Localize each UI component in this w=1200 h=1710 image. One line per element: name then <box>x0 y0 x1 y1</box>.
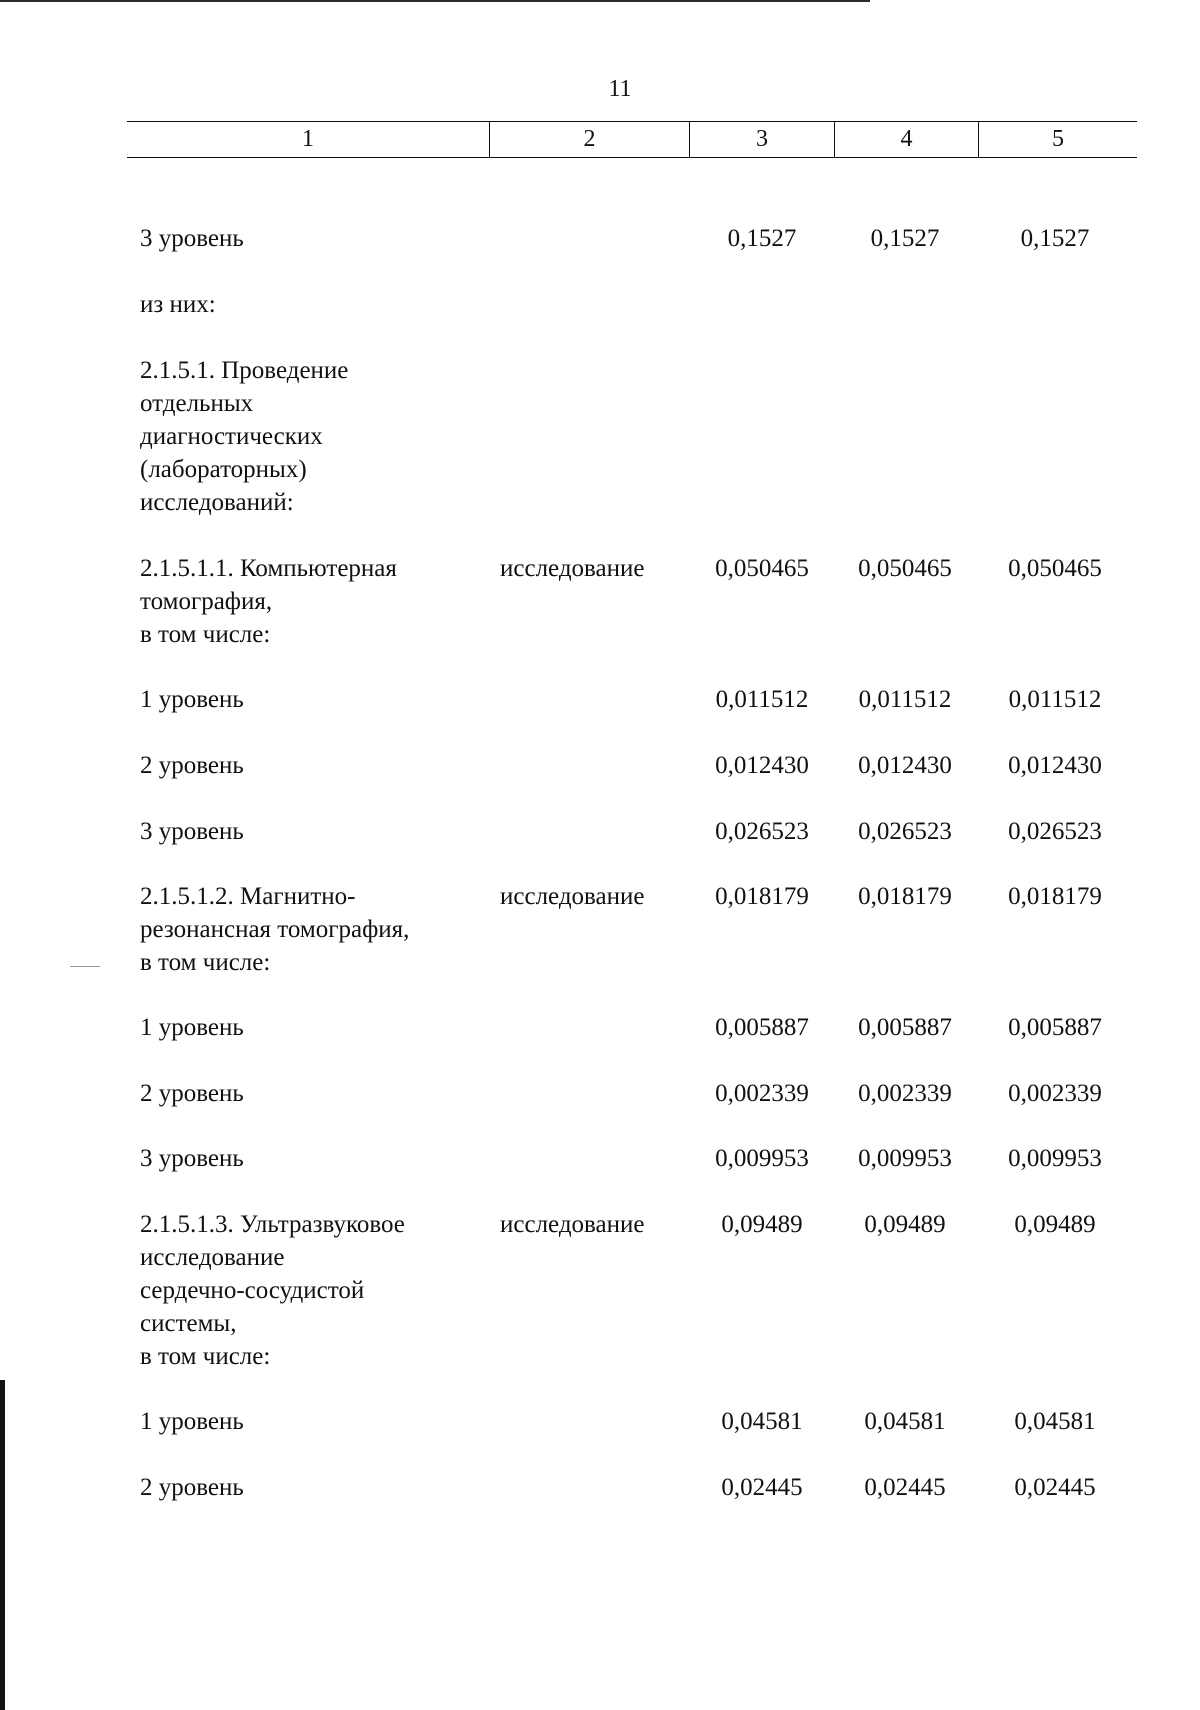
row-value-col4: 0,018179 <box>858 883 952 910</box>
row-value-col4: 0,011512 <box>858 686 952 713</box>
row-value-col5: 0,026523 <box>1008 818 1102 845</box>
scan-edge-left <box>0 1380 5 1710</box>
row-label: 2 уровень <box>140 1474 244 1501</box>
row-label: из них: <box>140 291 216 318</box>
row-value-col5: 0,018179 <box>1008 883 1102 910</box>
column-header-row <box>127 121 1137 158</box>
row-value-col4: 0,002339 <box>858 1080 952 1107</box>
row-value-col5: 0,050465 <box>1008 555 1102 582</box>
row-unit: исследование <box>500 1211 645 1238</box>
column-header-4: 4 <box>834 122 978 157</box>
row-value-col3: 0,002339 <box>715 1080 809 1107</box>
stray-mark <box>70 966 100 967</box>
row-value-col4: 0,050465 <box>858 555 952 582</box>
row-value-col3: 0,018179 <box>715 883 809 910</box>
page-number: 11 <box>608 76 632 102</box>
row-value-col4: 0,009953 <box>858 1145 952 1172</box>
column-header-3: 3 <box>689 122 834 157</box>
row-value-col4: 0,005887 <box>858 1014 952 1041</box>
row-value-col3: 0,012430 <box>715 752 809 779</box>
row-value-col3: 0,050465 <box>715 555 809 582</box>
row-value-col3: 0,02445 <box>721 1474 803 1501</box>
row-label: 1 уровень <box>140 1408 244 1435</box>
row-label: 1 уровень <box>140 686 244 713</box>
row-value-col5: 0,005887 <box>1008 1014 1102 1041</box>
row-value-col5: 0,009953 <box>1008 1145 1102 1172</box>
row-value-col4: 0,02445 <box>864 1474 946 1501</box>
row-label: 3 уровень <box>140 818 244 845</box>
column-header-5: 5 <box>978 122 1137 157</box>
row-value-col5: 0,1527 <box>1020 225 1090 252</box>
row-value-col3: 0,009953 <box>715 1145 809 1172</box>
row-value-col3: 0,1527 <box>727 225 797 252</box>
row-value-col4: 0,026523 <box>858 818 952 845</box>
row-value-col4: 0,04581 <box>864 1408 946 1435</box>
row-unit: исследование <box>500 883 645 910</box>
row-label: 3 уровень <box>140 225 244 252</box>
row-value-col5: 0,04581 <box>1014 1408 1096 1435</box>
column-header-1: 1 <box>302 126 314 152</box>
column-header-2: 2 <box>489 122 689 157</box>
row-unit: исследование <box>500 555 645 582</box>
row-label: 3 уровень <box>140 1145 244 1172</box>
row-label: 1 уровень <box>140 1014 244 1041</box>
row-value-col3: 0,026523 <box>715 818 809 845</box>
row-value-col3: 0,09489 <box>721 1211 803 1238</box>
row-value-col4: 0,09489 <box>864 1211 946 1238</box>
row-label: 2.1.5.1.1. Компьютерная томография, в том числе: <box>140 555 397 648</box>
row-label: 2 уровень <box>140 1080 244 1107</box>
row-value-col3: 0,005887 <box>715 1014 809 1041</box>
row-value-col4: 0,1527 <box>870 225 940 252</box>
row-label: 2 уровень <box>140 752 244 779</box>
scan-edge-top <box>0 0 870 2</box>
row-label: 2.1.5.1.2. Магнитно- резонансная томография, в том числе: <box>140 883 410 976</box>
row-value-col3: 0,04581 <box>721 1408 803 1435</box>
row-value-col5: 0,002339 <box>1008 1080 1102 1107</box>
row-value-col5: 0,02445 <box>1014 1474 1096 1501</box>
row-value-col5: 0,011512 <box>1008 686 1102 713</box>
row-value-col5: 0,012430 <box>1008 752 1102 779</box>
row-value-col4: 0,012430 <box>858 752 952 779</box>
row-label: 2.1.5.1.3. Ультразвуковое исследование сердечно-сосудистой системы, в том числе: <box>140 1211 405 1370</box>
row-label: 2.1.5.1. Проведение отдельных диагностических (лабораторных) исследований: <box>140 357 349 516</box>
row-value-col3: 0,011512 <box>715 686 809 713</box>
row-value-col5: 0,09489 <box>1014 1211 1096 1238</box>
